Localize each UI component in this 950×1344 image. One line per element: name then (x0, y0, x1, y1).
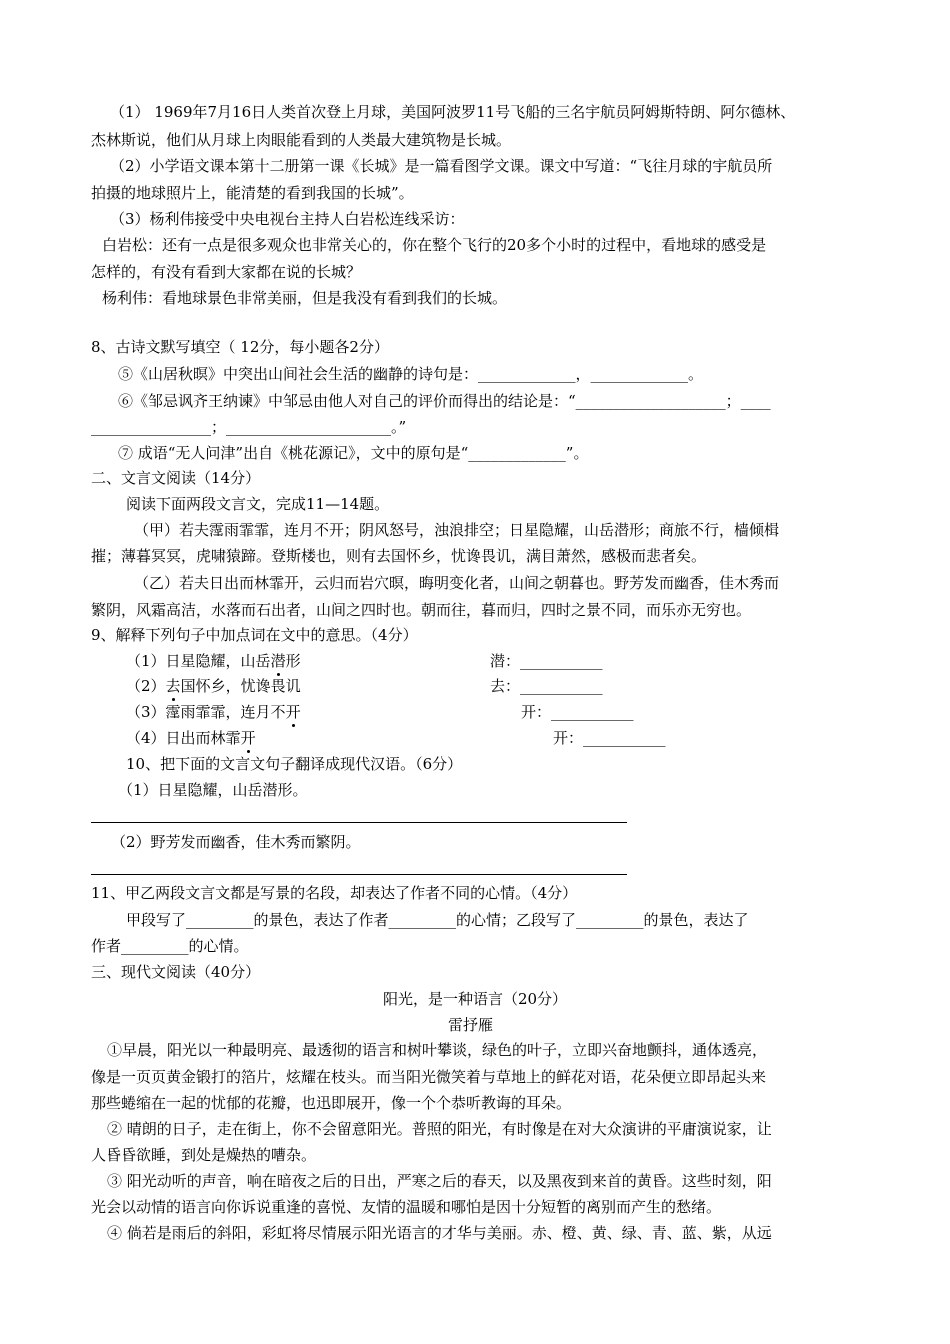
section2-instruction: 阅读下面两段文言文，完成11—14题。 (126, 495, 390, 513)
emphasis-dot: 去 (166, 673, 181, 699)
article-author: 雷抒雁 (448, 1016, 494, 1034)
article-paragraph: ④ 倘若是雨后的斜阳，彩虹将尽情展示阳光语言的才华与美丽。赤、橙、黄、绿、青、蓝、紫，从远 (107, 1224, 772, 1242)
q9-answer-blank: 开：___________ (521, 703, 634, 721)
q9-item: （1）日星隐耀，山岳潜形 (126, 648, 301, 674)
q10-title: 10、把下面的文言文句子翻译成现代汉语。（6分） (126, 755, 463, 773)
emphasis-dot: 开 (241, 725, 256, 751)
q9-item: （4）日出而林霏开 (126, 725, 256, 751)
intro-line: 怎样的，有没有看到大家都在说的长城？ (91, 263, 362, 281)
emphasis-dot: 潜 (271, 648, 286, 674)
passage-jia: （甲）若夫霪雨霏霏，连月不开；阴风怒号，浊浪排空；日星隐耀，山岳潜形；商旅不行，樯倾楫 (134, 521, 780, 539)
q9-item: （3）霪雨霏霏，连月不开 (126, 699, 301, 725)
q9-item: （2）去国怀乡，忧谗畏讥 (126, 673, 301, 699)
passage-jia: 摧；薄暮冥冥，虎啸猿蹄。登斯楼也，则有去国怀乡，忧谗畏讥，满目萧然，感极而悲者矣。 (91, 547, 707, 565)
q11-line: 甲段写了_________的景色，表达了作者_________的心情；乙段写了_________的景色，表达了 (126, 911, 749, 929)
article-paragraph: 像是一页页黄金锻打的箔片，炫耀在枝头。而当阳光微笑着与草地上的鲜花对语，花朵便立即昂起头来 (91, 1068, 767, 1086)
article-paragraph: ② 晴朗的日子，走在街上，你不会留意阳光。普照的阳光，有时像是在对大众演讲的平庸演说家，让 (107, 1120, 772, 1138)
q10-sentence-2: （2）野芳发而幽香，佳木秀而繁阴。 (111, 833, 361, 851)
q11-title: 11、甲乙两段文言文都是写景的名段，却表达了作者不同的心情。（4分） (91, 884, 578, 902)
intro-line: 杨利伟：看地球景色非常美丽，但是我没有看到我们的长城。 (102, 289, 508, 307)
q8-item-6: ⑥《邹忌讽齐王纳谏》中邹忌由他人对自己的评价而得出的结论是：“____________________；____ (118, 392, 771, 410)
article-title: 阳光，是一种语言（20分） (382, 990, 568, 1008)
intro-line: 杰林斯说，他们从月球上肉眼能看到的人类最大建筑物是长城。 (91, 131, 512, 149)
article-paragraph: ①早晨，阳光以一种最明亮、最透彻的语言和树叶攀谈，绿色的叶子，立即兴奋地颤抖，通体透亮， (107, 1041, 768, 1059)
q8-item-7: ⑦ 成语“无人问津”出自《桃花源记》，文中的原句是“_____________”。 (118, 444, 589, 462)
q8-item-5: ⑤《山居秋暝》中突出山间社会生活的幽静的诗句是：_____________，_____________。 (118, 365, 704, 383)
article-paragraph: ③ 阳光动听的声音，响在暗夜之后的日出，严寒之后的春天，以及黑夜到来首的黄昏。这些时刻，阳 (107, 1172, 772, 1190)
article-paragraph: 人昏昏欲睡，到处是燥热的嘈杂。 (91, 1146, 317, 1164)
intro-line: 白岩松：还有一点是很多观众也非常关心的，你在整个飞行的20多个小时的过程中，看地球的感受是 (102, 236, 767, 254)
intro-line: （3）杨利伟接受中央电视台主持人白岩松连线采访： (110, 210, 465, 228)
intro-line: 拍摄的地球照片上，能清楚的看到我国的长城”。 (91, 184, 414, 202)
q9-title: 9、解释下列句子中加点词在文中的意思。（4分） (91, 626, 418, 644)
q9-answer-blank: 去：___________ (490, 677, 603, 695)
q8-item-6-cont: ________________；______________________。” (91, 418, 407, 436)
intro-line: （2）小学语文课本第十二册第一课《长城》是一篇看图学文课。课文中写道：“飞往月球的宇航员所 (110, 157, 773, 175)
q9-answer-blank: 潜：___________ (490, 652, 603, 670)
article-paragraph: 那些蜷缩在一起的忧郁的花瓣，也迅即展开，像一个个恭听教诲的耳朵。 (91, 1094, 572, 1112)
answer-line (91, 822, 627, 823)
passage-yi: 繁阴，风霜高洁，水落而石出者，山间之四时也。朝而往，暮而归，四时之景不同，而乐亦无穷也。 (91, 601, 752, 619)
passage-yi: （乙）若夫日出而林霏开，云归而岩穴暝，晦明变化者，山间之朝暮也。野芳发而幽香，佳木秀而 (134, 574, 780, 592)
q9-answer-blank: 开：___________ (553, 729, 666, 747)
article-paragraph: 光会以动情的语言向你诉说重逢的喜悦、友情的温暖和哪怕是因十分短暂的离别而产生的愁绪。 (91, 1198, 722, 1216)
q10-sentence-1: （1）日星隐耀，山岳潜形。 (118, 781, 308, 799)
intro-line: （1） 1969年7月16日人类首次登上月球，美国阿波罗11号飞船的三名宇航员阿姆斯特朗、阿尔德林、 (110, 103, 796, 121)
q11-line: 作者_________的心情。 (91, 937, 249, 955)
answer-line (91, 874, 627, 875)
section3-title: 三、现代文阅读（40分） (91, 963, 261, 981)
emphasis-dot: 开 (286, 699, 301, 725)
section2-title: 二、文言文阅读（14分） (91, 469, 261, 487)
q8-title: 8、古诗文默写填空（ 12分，每小题各2分） (91, 338, 389, 356)
